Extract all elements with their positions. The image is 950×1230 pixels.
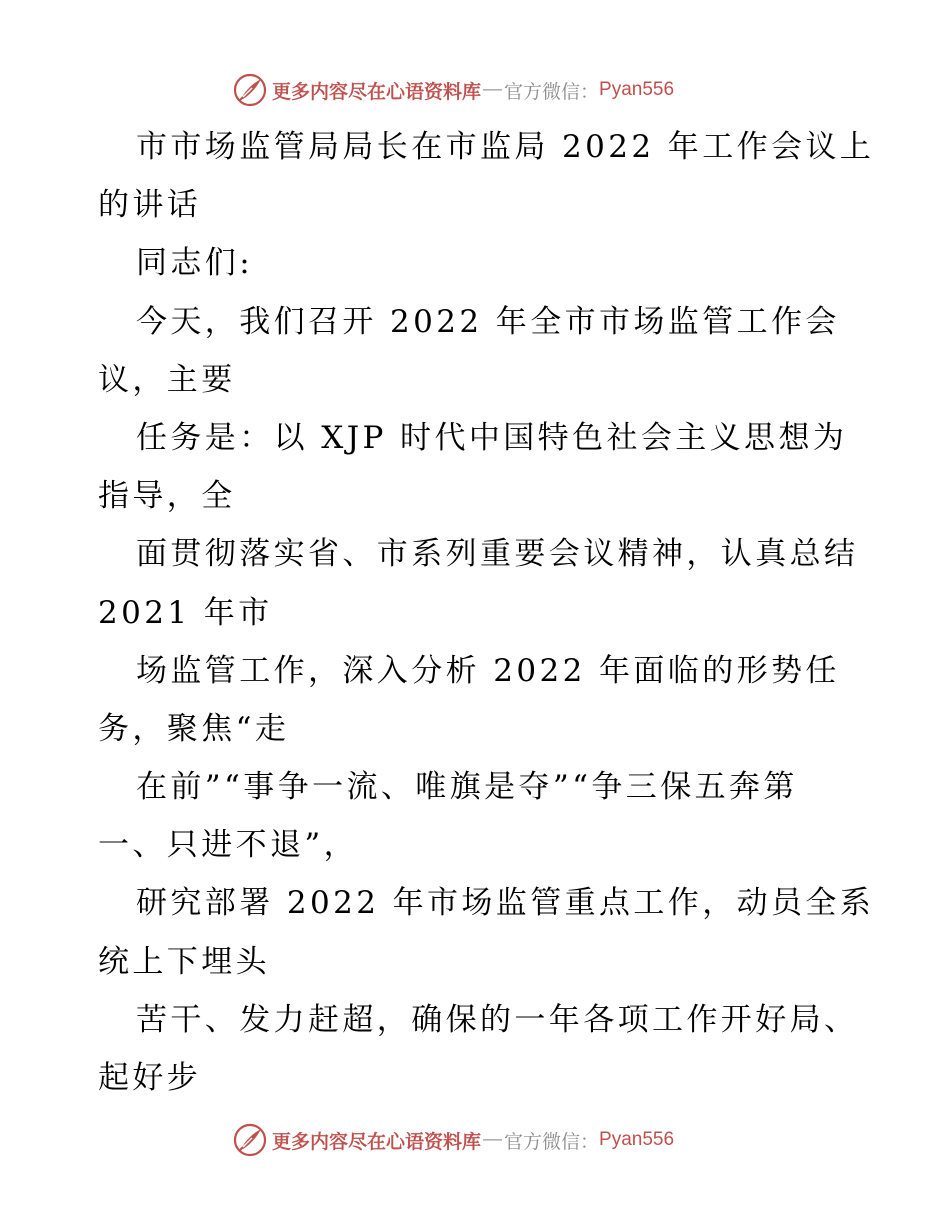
text-line: 面贯彻落实省、市系列重要会议精神，认真总结 [136,536,859,573]
banner-title: 更多内容尽在心语资料库 [272,80,482,103]
text-line: 市市场监管局局长在市监局 2022 年工作会议上 [136,129,875,165]
text-line: 研究部署 2022 年市场监管重点工作，动员全系 [136,885,875,922]
text-line: 议，主要 [98,361,236,398]
text-line: 统上下埋头 [98,943,270,980]
feather-pen-logo-icon [232,1122,268,1158]
text-line: 务，聚焦“走 [98,710,290,747]
text-line: 场监管工作，深入分析 2022 年面临的形势任 [136,652,840,689]
banner-wechat-id: Pyan556 [599,79,675,100]
text-line: 同志们: [136,245,254,282]
text-line: 指导，全 [98,478,236,515]
footer-banner [232,1120,674,1160]
footer-banner-wechat-label: 官方微信： [504,1130,600,1153]
text-line: 任务是：以 XJP 时代中国特色社会主义思想为 [136,419,848,456]
footer-banner-wechat-id: Pyan556 [599,1129,675,1150]
footer-banner-dash: — [483,1129,503,1150]
footer-banner-title: 更多内容尽在心语资料库 [272,1130,482,1153]
text-line: 起好步 [98,1060,202,1096]
document-body [98,118,875,1107]
banner-wechat-label: 官方微信： [504,80,600,103]
text-line: 的讲话 [98,187,202,224]
header-banner [232,70,674,110]
text-line: 2021 年市 [98,594,273,631]
text-line: 苦干、发力赶超，确保的一年各项工作开好局、 [136,1001,859,1038]
text-line: 今天，我们召开 2022 年全市市场监管工作会 [136,303,840,340]
text-line: 在前”“事争一流、唯旗是夺”“争三保五奔第 [136,769,798,806]
banner-dash: — [483,79,503,100]
feather-pen-logo-icon [232,72,268,108]
text-line: 一、只进不退”， [98,827,359,864]
